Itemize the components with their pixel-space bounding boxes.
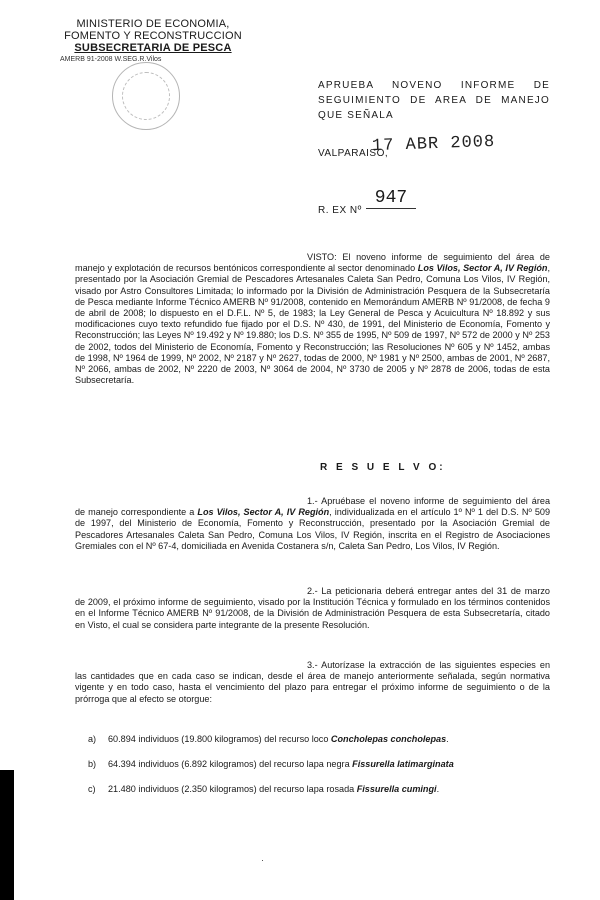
ministry-line-3: SUBSECRETARIA DE PESCA bbox=[74, 42, 232, 54]
document-subject: APRUEBA NOVENO INFORME DE SEGUIMIENTO DE AREA DE MANEJO QUE SEÑALA bbox=[318, 80, 550, 121]
date-stamp: 17 ABR 2008 bbox=[371, 132, 496, 157]
species-item-b: b) 64.394 individuos (6.892 kilogramos) del recurso lapa negra Fissurella latimarginata bbox=[88, 759, 454, 769]
reference-code: AMERB 91-2008 W.SEG.R.Vilos bbox=[60, 56, 162, 63]
ministry-header bbox=[48, 18, 258, 54]
resolution-article-3: 3.- Autorízase la extracción de las siguientes especies en las cantidades que en cada caso se indican, desde el área de manejo anteriormente señalada, según normativa vigente y en todo caso, hasta el vencimiento del plazo para entregar el próximo informe de seguimiento o de la prórroga que al efecto se otorgue: bbox=[75, 660, 550, 704]
species-name: Concholepas concholepas bbox=[330, 734, 447, 744]
visto-paragraph: VISTO: El noveno informe de seguimiento del área de manejo y explotación de recursos bentónicos correspondiente al sector denominado Los Vilos, Sector A, IV Región, presentado por la Asociación Gremial de Pescadores Artesanales Caleta San Pedro, Comuna Los Vilos, IV Región, visado por Astro Consultores Limitada; lo informado por la División de Administración Pesquera de la Subsecretaría de Pesca mediante Informe Técnico AMERB Nº 91/2008, contenido en Memorándum AMERB Nº 91/2008, de fecha 9 de abril de 2008; lo dispuesto en el D.F.L. Nº 5, de 1983; la Ley General de Pesca y Acuicultura Nº 18.892 y sus modificaciones cuyo texto refundido fue fijado por el D.S. Nº 430, de 1991, del Ministerio de Economía, Fomento y Reconstrucción; las Leyes Nº 19.492 y Nº 19.880; los D.S. Nº 355 de 1995, Nº 509 de 1997, Nº 572 de 2000 y Nº 253 de 2002, todos del Ministerio de Economía, Fomento y Reconstrucción; las Resoluciones Nº 605 y Nº 1452, ambas de 1998, Nº 1964 de 1999, Nº 2002, Nº 2187 y Nº 2627, todas de 2000, Nº 1981 y Nº 2500, ambas de 2001, Nº 2687, Nº 2066, ambas de 2002, Nº 2220 de 2003, Nº 3064 de 2004, Nº 3730 de 2005 y Nº 2878 de 2006, todas de esta Subsecretaría. bbox=[75, 252, 550, 386]
scan-edge-bar bbox=[0, 770, 14, 900]
ministry-line-1: MINISTERIO DE ECONOMIA, bbox=[76, 18, 230, 30]
ministry-line-2: FOMENTO Y RECONSTRUCCION bbox=[64, 30, 242, 42]
sector-name: Los Vilos, Sector A, IV Región bbox=[197, 507, 330, 518]
sector-name: Los Vilos, Sector A, IV Región bbox=[417, 263, 548, 274]
resolution-article-2: 2.- La peticionaria deberá entregar antes del 31 de marzo de 2009, el próximo informe de seguimiento, visado por la Institución Técnica y formulado en los términos contenidos en el Informe Técnico AMERB Nº 91/2008, de la División de Administración Pesquera de esta Subsecretaría, citado en Visto, el cual se considera parte integrante de la presente Resolución. bbox=[75, 586, 550, 630]
species-name: Fissurella latimarginata bbox=[352, 759, 454, 769]
scan-speck bbox=[262, 860, 263, 861]
resolution-label: R. EX Nº bbox=[318, 205, 362, 216]
resuelvo-heading: R E S U E L V O: bbox=[320, 462, 446, 473]
species-name: Fissurella cumingi bbox=[356, 784, 437, 794]
resolution-article-1: 1.- Apruébase el noveno informe de seguimiento del área de manejo correspondiente a Los Vilos, Sector A, IV Región, individualizada en el artículo 1º Nº 1 del D.S. Nº 509 de 1997, del Ministerio de Economía, Fomento y Reconstrucción, presentado por la Asociación Gremial de Pescadores Artesanales Caleta San Pedro, Comuna Los Vilos, IV Región, inscrita en el Registro de Asociaciones Gremiales con el Nº 67-4, domiciliada en Avenida Costanera s/n, Caleta San Pedro, Los Vilos, IV Región. bbox=[75, 496, 551, 551]
resolution-number: 947 bbox=[366, 188, 416, 209]
office-seal-stamp bbox=[112, 62, 180, 130]
species-item-c: c) 21.480 individuos (2.350 kilogramos) del recurso lapa rosada Fissurella cumingi. bbox=[88, 784, 440, 794]
place-label: VALPARAISO, bbox=[318, 148, 389, 159]
species-item-a: a) 60.894 individuos (19.800 kilogramos) del recurso loco Concholepas concholepas. bbox=[88, 734, 449, 744]
